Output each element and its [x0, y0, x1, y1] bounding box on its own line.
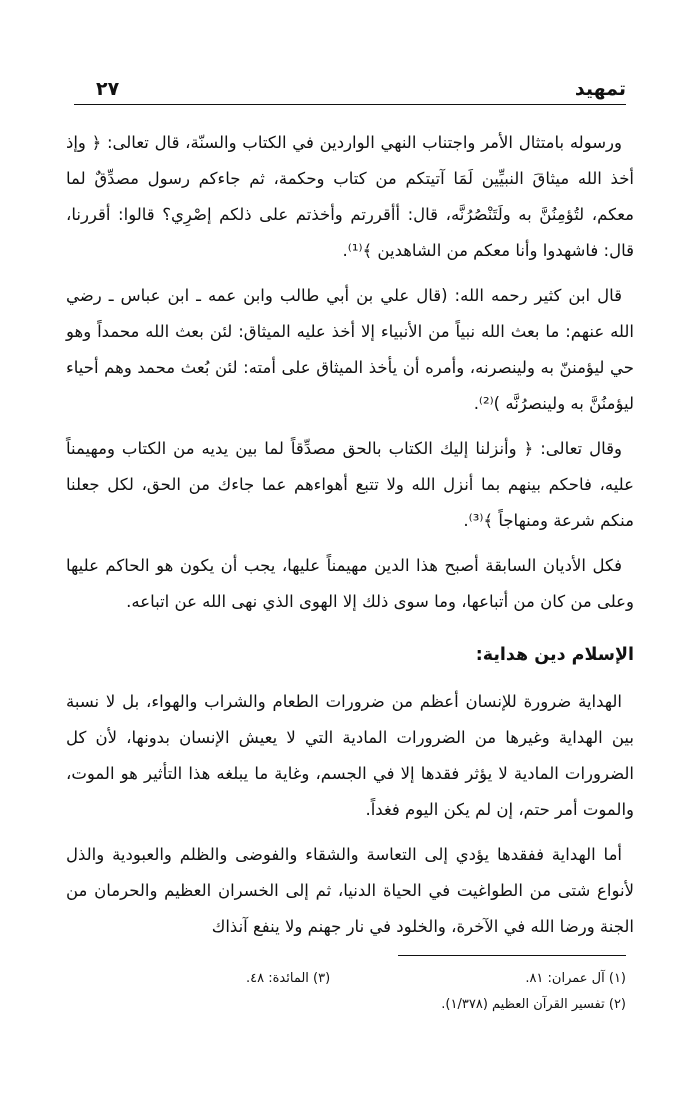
body-text: [66, 125, 634, 954]
section-heading: الإسلام دين هداية:: [475, 645, 634, 665]
paragraph-2: قال ابن كثير رحمه الله: (قال علي بن أبي طالب وابن عمه ـ ابن عباس ـ رضي الله عنهم: ما بعث الله نبياً من الأنبياء إلا أخذ عليه الميثاق: لئن بعث الله محمداً وهو حي ليؤمننّ به ولينصرنه، وأمره أن يأخذ الميثاق على أمته: لئن بُعث محمد وهم أحياء ليؤمنُنَّ به ولينصرُنَّه )⁽²⁾.: [66, 286, 634, 413]
page-number: ٢٧: [96, 78, 120, 100]
paragraph-6: أما الهداية ففقدها يؤدي إلى التعاسة والشقاء والفوضى والظلم والعبودية والذل لأنواع شتى من الطواغيت في الحياة الدنيا، ثم إلى الخسران العظيم والحرمان من الجنة ورضا الله في الآخرة، والخلود في نار جهنم ولا ينفع آنذاك: [66, 845, 634, 936]
footnote-3: (٣) المائدة: ٤٨.: [246, 971, 331, 986]
footnote-row: [246, 992, 626, 1018]
footnotes: [246, 966, 626, 1018]
page-header: [74, 78, 626, 105]
paragraph-4: فكل الأديان السابقة أصبح هذا الدين مهيمناً عليها، يجب أن يكون هو الحاكم عليها وعلى من كان من أتباعها، وما سوى ذلك إلا الهوى الذي نهى الله عن اتباعه.: [66, 556, 634, 611]
running-head: تمهيد: [574, 78, 626, 100]
footnote-separator: [398, 955, 626, 956]
paragraph-5: الهداية ضرورة للإنسان أعظم من ضرورات الطعام والشراب والهواء، بل لا نسبة بين الهداية وغيرها من الضرورات المادية التي لا يعيش الإنسان بدونها، لأن كل الضرورات المادية لا يؤثر فقدها إلا في الجسم، وغاية ما يبلغه هذا التأثير هو الموت، والموت أمر حتم، إن لم يكن اليوم فغداً.: [66, 692, 634, 819]
footnote-1: (١) آل عمران: ٨١.: [525, 971, 626, 986]
paragraph-3: وقال تعالى: ﴿ وأنزلنا إليك الكتاب بالحق مصدِّقاً لما بين يديه من الكتاب ومهيمناً عليه، فاحكم بينهم بما أنزل الله ولا تتبع أهواءهم عما جاءك من الحق، لكل جعلنا منكم شرعة ومنهاجاً ﴾⁽³⁾.: [66, 439, 634, 530]
footnote-2: (٢) تفسير القرآن العظيم (١/٣٧٨).: [441, 997, 626, 1012]
footnote-row: [246, 966, 626, 992]
paragraph-1: ورسوله بامتثال الأمر واجتناب النهي الواردين في الكتاب والسنّة، قال تعالى: ﴿ وإذ أخذ الله ميثاقَ النبيِّين لَمَا آتيتكم من كتاب وحكمة، ثم جاءكم رسول مصدِّقٌ لما معكم، لتُؤمِنُنَّ به ولَتَنْصُرُنَّه، قال: أأقررتم وأخذتم على ذلكم إصْرِي؟ قالوا: أقررنا، قال: فاشهدوا وأنا معكم من الشاهدين ﴾⁽¹⁾.: [66, 133, 634, 260]
